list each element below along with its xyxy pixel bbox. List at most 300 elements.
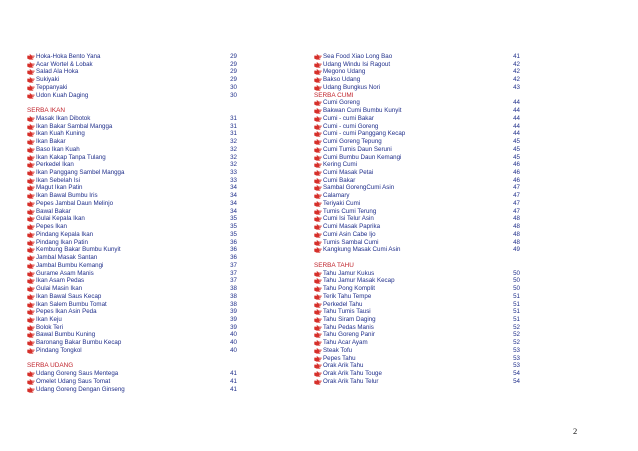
toc-entry	[314, 231, 520, 239]
pointing-hand-icon	[27, 130, 36, 138]
toc-entry-page: 41	[230, 370, 237, 378]
toc-entry	[314, 331, 520, 339]
toc-entry-page: 48	[513, 223, 520, 231]
toc-entry-title: Ikan Panggang Sambel Mangga	[36, 169, 125, 177]
section-heading: SERBA UDANG	[27, 362, 74, 370]
toc-entry	[27, 68, 237, 76]
toc-entry	[314, 184, 520, 192]
pointing-hand-icon	[27, 231, 36, 239]
toc-entry	[27, 138, 237, 146]
toc-entry-title: Pindang Ikan Patin	[36, 238, 88, 246]
toc-entry-page: 39	[230, 323, 237, 331]
toc-entry-title: Steak Tofu	[323, 346, 353, 354]
toc-entry-title: Tahu Siram Daging	[323, 315, 376, 323]
toc-entry	[314, 316, 520, 324]
toc-entry	[27, 308, 237, 316]
pointing-hand-icon	[27, 200, 36, 208]
toc-entry	[314, 347, 520, 355]
toc-column-left	[27, 53, 237, 393]
pointing-hand-icon	[314, 123, 323, 131]
section-spacer	[27, 99, 237, 107]
toc-entry-page: 42	[513, 68, 520, 76]
toc-entry-page: 50	[513, 285, 520, 293]
toc-entry-page: 29	[230, 53, 237, 60]
pointing-hand-icon	[27, 308, 36, 316]
pointing-hand-icon	[314, 177, 323, 185]
pointing-hand-icon	[27, 184, 36, 192]
pointing-hand-icon	[314, 76, 323, 84]
toc-entry-title: Ikan Sebelah Isi	[36, 176, 81, 184]
toc-entry-page: 44	[513, 107, 520, 115]
toc-entry	[314, 53, 520, 61]
pointing-hand-icon	[314, 146, 323, 154]
toc-entry-page: 38	[230, 300, 237, 308]
toc-entry-title: Baronang Bakar Bumbu Kecap	[36, 339, 122, 347]
toc-entry	[27, 53, 237, 61]
pointing-hand-icon	[314, 347, 323, 355]
toc-entry	[314, 192, 520, 200]
toc-entry-title: Sukiyaki	[36, 76, 60, 84]
toc-entry-page: 35	[230, 230, 237, 238]
toc-entry	[314, 285, 520, 293]
toc-entry-title: Pepes Ikan	[36, 223, 67, 231]
toc-entry	[314, 161, 520, 169]
toc-entry	[314, 99, 520, 107]
toc-entry-title: Masak Ikan Dibotok	[36, 114, 91, 122]
pointing-hand-icon	[314, 370, 323, 378]
pointing-hand-icon	[27, 277, 36, 285]
toc-entry-page: 41	[513, 53, 520, 60]
toc-entry-title: Ikan Bawal Saus Kecap	[36, 292, 102, 300]
toc-entry	[314, 355, 520, 363]
toc-entry-title: Ikan Kuah Kuning	[36, 130, 85, 138]
pointing-hand-icon	[314, 270, 323, 278]
toc-entry-title: Calamary	[323, 192, 350, 200]
toc-entry	[27, 123, 237, 131]
pointing-hand-icon	[314, 130, 323, 138]
toc-entry-page: 40	[230, 346, 237, 354]
toc-entry-title: Gurame Asam Manis	[36, 269, 94, 277]
toc-entry	[27, 339, 237, 347]
pointing-hand-icon	[27, 215, 36, 223]
pointing-hand-icon	[27, 115, 36, 123]
toc-entry-page: 46	[513, 161, 520, 169]
toc-entry-title: Tahu Tumis Tausi	[323, 308, 371, 316]
toc-entry-page: 47	[513, 184, 520, 192]
toc-entry-title: Kering Cumi	[323, 161, 358, 169]
toc-entry	[314, 177, 520, 185]
pointing-hand-icon	[27, 146, 36, 154]
pointing-hand-icon	[27, 370, 36, 378]
toc-entry-page: 47	[513, 199, 520, 207]
toc-entry	[314, 61, 520, 69]
pointing-hand-icon	[27, 270, 36, 278]
toc-entry-title: Perkedel Ikan	[36, 161, 74, 169]
toc-entry-page: 32	[230, 145, 237, 153]
pointing-hand-icon	[314, 277, 323, 285]
toc-entry-title: Bakwan Cumi Bumbu Kunyit	[323, 107, 402, 115]
toc-entry-title: Udang Goreng Dengan Ginseng	[36, 385, 125, 393]
toc-entry-page: 37	[230, 277, 237, 285]
pointing-hand-icon	[27, 331, 36, 339]
toc-entry-page: 37	[230, 269, 237, 277]
toc-entry	[27, 92, 237, 100]
toc-entry	[314, 378, 520, 386]
toc-entry-page: 29	[230, 68, 237, 76]
toc-entry-page: 33	[230, 169, 237, 177]
toc-entry	[314, 324, 520, 332]
toc-entry-page: 48	[513, 230, 520, 238]
toc-entry-title: Cumi Asin Cabe Ijo	[323, 230, 376, 238]
toc-entry-title: Cumi - cumi Goreng	[323, 122, 379, 130]
toc-entry-title: Tahu Goreng Panir	[323, 331, 375, 339]
toc-entry	[314, 154, 520, 162]
toc-entry-title: Jambal Masak Santan	[36, 254, 98, 262]
pointing-hand-icon	[27, 53, 36, 61]
toc-entry	[314, 84, 520, 92]
pointing-hand-icon	[314, 339, 323, 347]
toc-entry	[27, 115, 237, 123]
toc-entry-page: 43	[513, 83, 520, 91]
toc-entry	[27, 184, 237, 192]
toc-entry	[314, 277, 520, 285]
pointing-hand-icon	[314, 231, 323, 239]
pointing-hand-icon	[314, 184, 323, 192]
toc-entry-title: Ikan Kakap Tanpa Tulang	[36, 153, 106, 161]
toc-entry-page: 34	[230, 184, 237, 192]
toc-entry	[27, 192, 237, 200]
toc-entry-page: 35	[230, 215, 237, 223]
toc-entry	[314, 68, 520, 76]
toc-entry	[27, 386, 237, 394]
pointing-hand-icon	[314, 200, 323, 208]
toc-entry	[314, 76, 520, 84]
toc-entry-page: 52	[513, 339, 520, 347]
toc-entry-title: Pindang Tongkol	[36, 346, 82, 354]
toc-entry-title: Tahu Pong Komplit	[323, 285, 375, 293]
toc-entry-page: 44	[513, 114, 520, 122]
toc-entry	[314, 362, 520, 370]
pointing-hand-icon	[314, 192, 323, 200]
toc-entry-page: 31	[230, 122, 237, 130]
toc-entry-title: Sea Food Xiao Long Bao	[323, 53, 393, 60]
toc-entry	[27, 61, 237, 69]
pointing-hand-icon	[27, 378, 36, 386]
pointing-hand-icon	[314, 53, 323, 61]
pointing-hand-icon	[27, 246, 36, 254]
pointing-hand-icon	[27, 324, 36, 332]
pointing-hand-icon	[314, 239, 323, 247]
pointing-hand-icon	[314, 246, 323, 254]
toc-entry	[314, 308, 520, 316]
toc-entry-page: 48	[513, 215, 520, 223]
toc-entry-page: 45	[513, 138, 520, 146]
pointing-hand-icon	[314, 161, 323, 169]
toc-entry-page: 37	[230, 261, 237, 269]
pointing-hand-icon	[314, 355, 323, 363]
toc-entry-title: Gulai Masin Ikan	[36, 285, 83, 293]
toc-entry-title: Teppanyaki	[36, 83, 68, 91]
toc-entry-title: Cumi Goreng Tepung	[323, 138, 382, 146]
toc-entry-title: Pindang Kepala Ikan	[36, 230, 94, 238]
toc-entry	[27, 208, 237, 216]
toc-entry-page: 38	[230, 292, 237, 300]
pointing-hand-icon	[314, 115, 323, 123]
toc-entry-title: Baso Ikan Kuah	[36, 145, 80, 153]
toc-entry	[314, 301, 520, 309]
toc-entry-title: Bawal Bumbu Kuning	[36, 331, 96, 339]
toc-entry	[27, 200, 237, 208]
toc-entry-title: Cumi Bumbu Daun Kemangi	[323, 153, 402, 161]
toc-entry-page: 46	[513, 176, 520, 184]
toc-entry-page: 42	[513, 76, 520, 84]
toc-entry-page: 47	[513, 192, 520, 200]
pointing-hand-icon	[314, 308, 323, 316]
toc-entry-title: Bakso Udang	[323, 76, 361, 84]
toc-entry-title: Cumi Masak Petai	[323, 169, 374, 177]
toc-entry-page: 36	[230, 254, 237, 262]
pointing-hand-icon	[314, 223, 323, 231]
toc-entry-page: 32	[230, 161, 237, 169]
toc-entry-title: Cumi Isi Telur Asin	[323, 215, 374, 223]
page-number: 2	[573, 426, 578, 436]
pointing-hand-icon	[27, 161, 36, 169]
toc-entry-page: 34	[230, 207, 237, 215]
toc-entry-page: 41	[230, 377, 237, 385]
toc-entry-title: Tahu Pedas Manis	[323, 323, 374, 331]
section-heading: SERBA IKAN	[27, 107, 66, 115]
toc-entry-title: Magut Ikan Patin	[36, 184, 83, 192]
section-spacer	[27, 355, 237, 363]
toc-entry	[314, 246, 520, 254]
toc-entry-title: Udang Goreng Saus Mentega	[36, 370, 119, 378]
toc-entry-page: 36	[230, 238, 237, 246]
section-heading: SERBA CUMI	[314, 91, 354, 99]
toc-entry-page: 47	[513, 207, 520, 215]
toc-entry-page: 31	[230, 130, 237, 138]
toc-entry	[314, 169, 520, 177]
toc-entry-page: 51	[513, 300, 520, 308]
toc-entry-title: Ikan Bawal Bumbu Iris	[36, 192, 98, 200]
pointing-hand-icon	[314, 215, 323, 223]
pointing-hand-icon	[27, 177, 36, 185]
toc-entry-title: Udang Windu Isi Ragout	[323, 60, 391, 68]
toc-entry-title: Tumis Cumi Terung	[323, 207, 377, 215]
toc-entry-page: 35	[230, 223, 237, 231]
toc-entry	[314, 138, 520, 146]
toc-entry	[27, 146, 237, 154]
pointing-hand-icon	[314, 285, 323, 293]
pointing-hand-icon	[27, 254, 36, 262]
toc-entry-page: 39	[230, 308, 237, 316]
pointing-hand-icon	[27, 316, 36, 324]
toc-entry-title: Cumi - cumi Panggang Kecap	[323, 130, 406, 138]
toc-entry-page: 44	[513, 122, 520, 130]
toc-entry-page: 29	[230, 76, 237, 84]
toc-entry-page: 46	[513, 169, 520, 177]
toc-entry-title: Perkedel Tahu	[323, 300, 363, 308]
toc-entry-page: 50	[513, 277, 520, 285]
toc-entry-title: Pepes Tahu	[323, 354, 356, 362]
pointing-hand-icon	[27, 339, 36, 347]
toc-entry-page: 40	[230, 331, 237, 339]
toc-entry-page: 53	[513, 346, 520, 354]
toc-entry-page: 48	[513, 238, 520, 246]
toc-entry	[314, 123, 520, 131]
toc-entry	[27, 239, 237, 247]
toc-entry	[27, 370, 237, 378]
pointing-hand-icon	[27, 262, 36, 270]
toc-entry-page: 51	[513, 292, 520, 300]
toc-entry-title: Udang Bungkus Nori	[323, 83, 381, 91]
toc-entry-title: Bolok Teri	[36, 323, 64, 331]
toc-entry-page: 52	[513, 323, 520, 331]
pointing-hand-icon	[314, 324, 323, 332]
toc-entry-title: Orak Arik Tahu Touge	[323, 370, 382, 378]
toc-entry	[314, 293, 520, 301]
toc-column-right	[314, 53, 520, 386]
pointing-hand-icon	[27, 92, 36, 100]
toc-entry	[27, 293, 237, 301]
toc-entry	[27, 347, 237, 355]
toc-entry	[27, 262, 237, 270]
section-spacer	[314, 254, 520, 262]
toc-entry	[27, 316, 237, 324]
toc-entry-title: Bawal Bakar	[36, 207, 71, 215]
toc-entry-title: Tahu Jamur Kukus	[323, 269, 375, 277]
toc-entry-page: 40	[230, 339, 237, 347]
toc-entry	[27, 169, 237, 177]
toc-entry-page: 54	[513, 370, 520, 378]
toc-entry-title: Teriyaki Cumi	[323, 199, 361, 207]
pointing-hand-icon	[27, 154, 36, 162]
pointing-hand-icon	[314, 154, 323, 162]
toc-entry	[314, 130, 520, 138]
toc-entry-page: 38	[230, 285, 237, 293]
toc-entry	[27, 301, 237, 309]
toc-entry-page: 45	[513, 153, 520, 161]
toc-entry-page: 32	[230, 153, 237, 161]
toc-entry-page: 49	[513, 246, 520, 254]
toc-entry-title: Cumi Bakar	[323, 176, 356, 184]
pointing-hand-icon	[314, 99, 323, 107]
toc-entry-page: 52	[513, 331, 520, 339]
toc-entry	[27, 161, 237, 169]
toc-entry	[27, 254, 237, 262]
toc-entry-title: Tahu Acar Ayam	[323, 339, 368, 347]
pointing-hand-icon	[314, 316, 323, 324]
toc-entry-page: 41	[230, 385, 237, 393]
toc-entry	[314, 215, 520, 223]
toc-entry-title: Orak Arik Tahu	[323, 362, 364, 370]
toc-entry-title: Sambal GorengCumi Asin	[323, 184, 395, 192]
pointing-hand-icon	[27, 169, 36, 177]
toc-entry-page: 29	[230, 60, 237, 68]
toc-entry-title: Pepes Ikan Asin Peda	[36, 308, 97, 316]
toc-entry-title: Cumi Masak Paprika	[323, 223, 381, 231]
toc-entry-title: Tumis Sambal Cumi	[323, 238, 379, 246]
toc-entry	[27, 324, 237, 332]
toc-entry-page: 44	[513, 99, 520, 107]
toc-entry-title: Pepes Jambal Daun Melinjo	[36, 199, 114, 207]
pointing-hand-icon	[314, 362, 323, 370]
pointing-hand-icon	[314, 301, 323, 309]
pointing-hand-icon	[314, 61, 323, 69]
pointing-hand-icon	[314, 68, 323, 76]
toc-entry-title: Gulai Kepala Ikan	[36, 215, 85, 223]
pointing-hand-icon	[27, 386, 36, 394]
toc-entry-title: Ikan Salem Bumbu Tomat	[36, 300, 107, 308]
toc-entry	[314, 200, 520, 208]
toc-entry	[27, 130, 237, 138]
toc-entry-page: 42	[513, 60, 520, 68]
toc-entry-title: Orak Arik Tahu Telur	[323, 377, 379, 385]
toc-entry-page: 36	[230, 246, 237, 254]
toc-entry	[27, 277, 237, 285]
toc-entry-page: 51	[513, 308, 520, 316]
section-heading: SERBA TAHU	[314, 261, 354, 269]
toc-entry	[314, 239, 520, 247]
toc-entry-title: Cumi Tumis Daun Seruni	[323, 145, 392, 153]
pointing-hand-icon	[314, 208, 323, 216]
toc-entry	[314, 370, 520, 378]
toc-entry	[314, 339, 520, 347]
toc-entry-title: Hoka-Hoka Bento Yana	[36, 53, 101, 60]
toc-entry-page: 45	[513, 145, 520, 153]
toc-entry-title: Tahu Jamur Masak Kecap	[323, 277, 395, 285]
toc-entry-page: 30	[230, 91, 237, 99]
toc-entry	[27, 177, 237, 185]
pointing-hand-icon	[27, 61, 36, 69]
toc-entry-page: 50	[513, 269, 520, 277]
pointing-hand-icon	[27, 239, 36, 247]
pointing-hand-icon	[27, 123, 36, 131]
toc-entry-title: Ikan Bakar Sambal Mangga	[36, 122, 113, 130]
toc-entry-page: 31	[230, 114, 237, 122]
toc-entry	[27, 331, 237, 339]
toc-entry	[27, 84, 237, 92]
pointing-hand-icon	[27, 208, 36, 216]
pointing-hand-icon	[27, 301, 36, 309]
toc-entry-page: 34	[230, 192, 237, 200]
toc-entry	[314, 223, 520, 231]
toc-entry-title: Megono Udang	[323, 68, 366, 76]
toc-entry-title: Terik Tahu Tempe	[323, 292, 372, 300]
toc-entry-title: Ikan Asam Pedas	[36, 277, 85, 285]
pointing-hand-icon	[27, 138, 36, 146]
toc-entry-page: 53	[513, 362, 520, 370]
toc-entry-title: Kangkung Masak Cumi Asin	[323, 246, 401, 254]
toc-entry-page: 51	[513, 315, 520, 323]
toc-entry-title: Ikan Keju	[36, 315, 62, 323]
toc-entry-title: Jambal Bumbu Kemangi	[36, 261, 104, 269]
toc-entry-title: Salad Ala Hoka	[36, 68, 79, 76]
pointing-hand-icon	[27, 347, 36, 355]
toc-entry	[27, 231, 237, 239]
toc-entry	[314, 146, 520, 154]
toc-entry	[27, 270, 237, 278]
toc-entry	[27, 378, 237, 386]
toc-entry-page: 33	[230, 176, 237, 184]
pointing-hand-icon	[314, 293, 323, 301]
pointing-hand-icon	[27, 285, 36, 293]
pointing-hand-icon	[314, 378, 323, 386]
toc-entry-title: Udon Kuah Daging	[36, 91, 89, 99]
toc-entry	[27, 223, 237, 231]
pointing-hand-icon	[27, 84, 36, 92]
toc-entry	[27, 154, 237, 162]
pointing-hand-icon	[27, 192, 36, 200]
